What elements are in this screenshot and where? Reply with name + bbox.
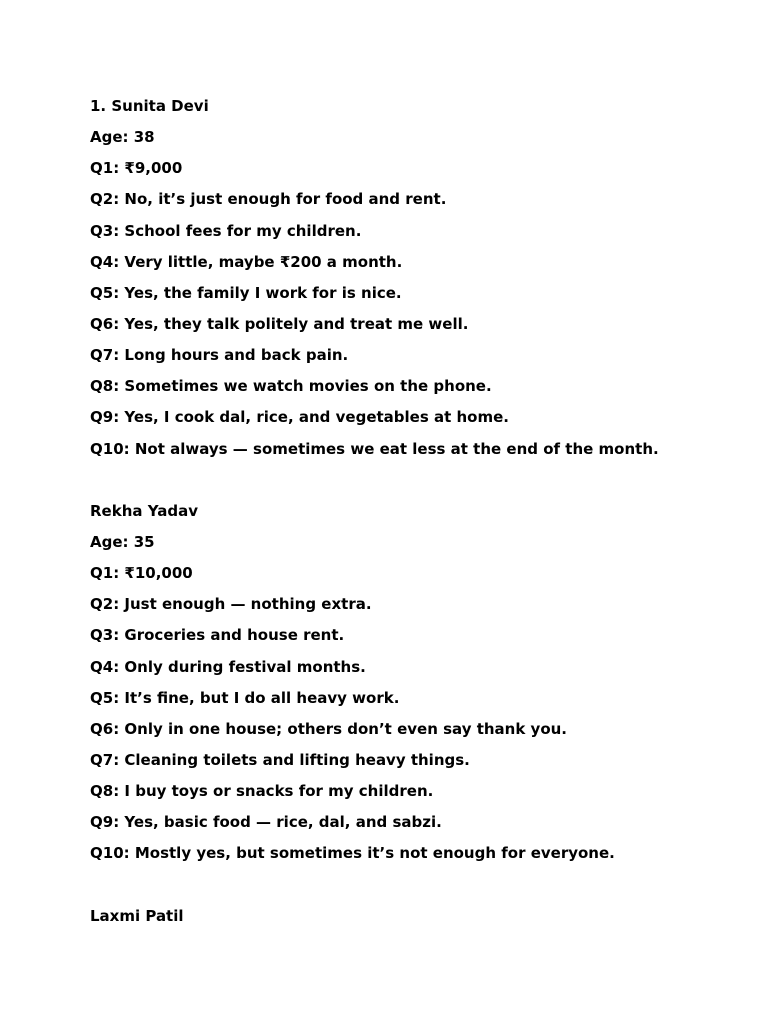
- answer-q9: Q9: Yes, basic food — rice, dal, and sabzi.: [90, 813, 442, 832]
- answer-q10: Q10: Mostly yes, but sometimes it’s not enough for everyone.: [90, 844, 615, 863]
- answer-q2: Q2: Just enough — nothing extra.: [90, 595, 372, 614]
- respondent-age: Age: 38: [90, 128, 155, 147]
- answer-q9: Q9: Yes, I cook dal, rice, and vegetables at home.: [90, 408, 509, 427]
- respondent-block: [90, 496, 730, 870]
- answer-q5: Q5: Yes, the family I work for is nice.: [90, 283, 402, 302]
- answer-q3: Q3: School fees for my children.: [90, 221, 362, 240]
- answer-q1: Q1: ₹10,000: [90, 564, 193, 583]
- respondent-block: [90, 91, 730, 465]
- answer-q10: Q10: Not always — sometimes we eat less at the end of the month.: [90, 439, 659, 458]
- respondent-name: Laxmi Patil: [90, 906, 184, 925]
- answer-q2: Q2: No, it’s just enough for food and rent.: [90, 190, 447, 209]
- answer-q7: Q7: Cleaning toilets and lifting heavy things.: [90, 750, 470, 769]
- answer-q8: Q8: I buy toys or snacks for my children.: [90, 782, 434, 801]
- answer-q6: Q6: Yes, they talk politely and treat me well.: [90, 314, 469, 333]
- respondent-age: Age: 35: [90, 532, 155, 551]
- section-spacer: [90, 465, 730, 496]
- respondent-name: Rekha Yadav: [90, 501, 198, 520]
- document-page: [90, 91, 730, 932]
- answer-q5: Q5: It’s fine, but I do all heavy work.: [90, 688, 400, 707]
- respondent-name: 1. Sunita Devi: [90, 97, 209, 115]
- answer-q8: Q8: Sometimes we watch movies on the phone.: [90, 377, 492, 396]
- answer-q7: Q7: Long hours and back pain.: [90, 346, 349, 365]
- respondent-block: [90, 901, 730, 932]
- answer-q3: Q3: Groceries and house rent.: [90, 626, 345, 645]
- section-spacer: [90, 870, 730, 901]
- answer-q1: Q1: ₹9,000: [90, 159, 183, 178]
- answer-q6: Q6: Only in one house; others don’t even say thank you.: [90, 719, 567, 738]
- answer-q4: Q4: Only during festival months.: [90, 657, 366, 676]
- answer-q4: Q4: Very little, maybe ₹200 a month.: [90, 252, 403, 271]
